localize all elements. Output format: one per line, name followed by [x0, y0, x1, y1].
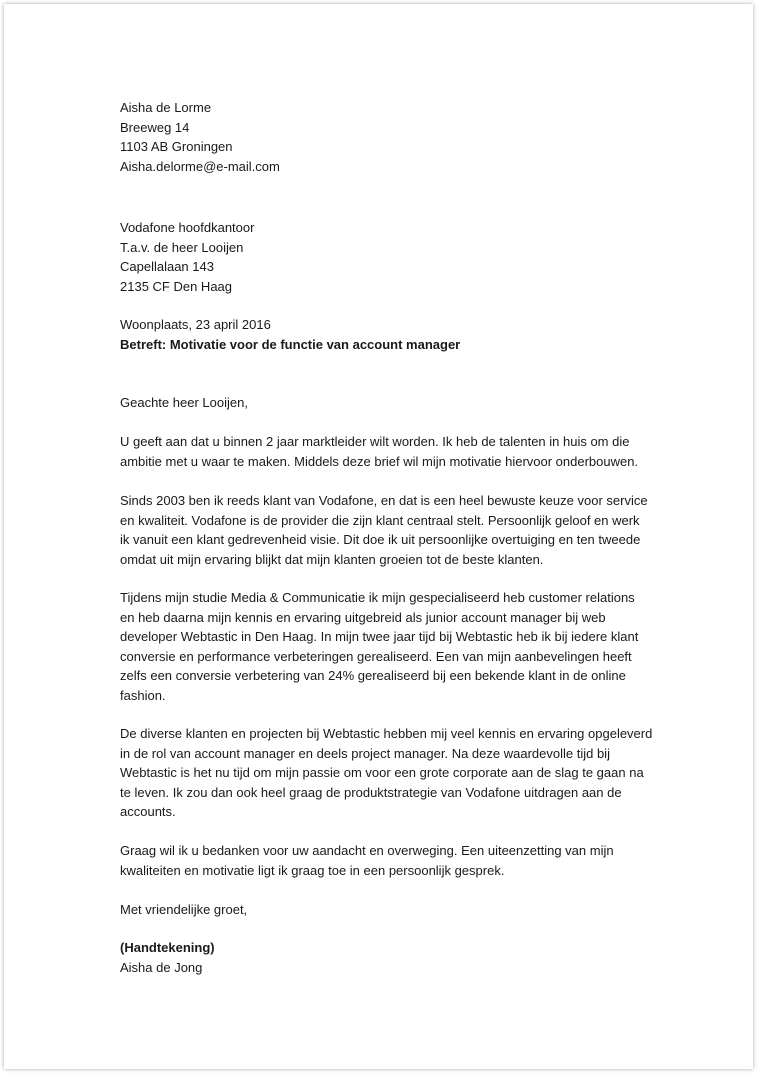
paragraph-line: U geeft aan dat u binnen 2 jaar marktleider wilt worden. Ik heb de talenten in huis om die [120, 434, 630, 449]
paragraph-line: omdat uit mijn ervaring blijkt dat mijn klanten groeien tot de beste klanten. [120, 551, 544, 567]
paragraph-line: fashion. [120, 687, 166, 703]
paragraph-3 [120, 588, 638, 705]
sender-name: Aisha de Lorme [120, 100, 212, 115]
paragraph-line: accounts. [120, 804, 176, 819]
recipient-company: Vodafone hoofdkantoor [120, 220, 255, 235]
document-page [4, 4, 753, 1069]
subject-line: Betreft: Motivatie voor de functie van account manager [120, 336, 461, 352]
date-subject-block [120, 315, 460, 354]
salutation-block [120, 393, 248, 413]
sender-street: Breeweg 14 [120, 119, 190, 135]
paragraph-1 [120, 432, 638, 471]
paragraph-line: en kwaliteit. Vodafone is de provider die zijn klant centraal stelt. Persoonlijk geloof en werk [120, 512, 640, 528]
paragraph-line: Tijdens mijn studie Media & Communicatie ik mijn gespecialiseerd heb customer relations [120, 590, 635, 605]
sender-email: Aisha.delorme@e-mail.com [120, 158, 280, 174]
recipient-postal-city: 2135 CF Den Haag [120, 278, 233, 294]
paragraph-line: De diverse klanten en projecten bij Webtastic hebben mij veel kennis en ervaring opgeleverd [120, 726, 653, 741]
closing-block [120, 900, 247, 920]
paragraph-line: in de rol van account manager en deels project manager. Na deze waardevolle tijd bij [120, 745, 610, 761]
paragraph-2 [120, 491, 648, 569]
recipient-attention: T.a.v. de heer Looijen [120, 239, 244, 255]
paragraph-line: ik vanuit een klant gedrevenheid visie. Dit doe ik uit persoonlijke overtuiging en ten tweede [120, 532, 641, 547]
paragraph-line: Sinds 2003 ben ik reeds klant van Vodafone, en dat is een heel bewuste keuze voor service [120, 493, 648, 508]
closing: Met vriendelijke groet, [120, 902, 248, 917]
paragraph-5 [120, 841, 614, 880]
paragraph-4 [120, 724, 652, 822]
paragraph-line: conversie en performance verbeteringen gerealiseerd. Een van mijn aanbevelingen heeft [120, 648, 632, 664]
sender-postal-city: 1103 AB Groningen [120, 139, 233, 154]
paragraph-line: kwaliteiten en motivatie ligt ik graag toe in een persoonlijk gesprek. [120, 862, 505, 878]
signer-name: Aisha de Jong [120, 959, 203, 975]
paragraph-line: developer Webtastic in Den Haag. In mijn twee jaar tijd bij Webtastic heb ik bij iedere klant [120, 629, 639, 644]
paragraph-line: ambitie met u waar te maken. Middels deze brief wil mijn motivatie hiervoor onderbouwen. [120, 453, 639, 469]
paragraph-line: en heb daarna mijn kennis en ervaring uitgebreid als junior account manager bij web [120, 609, 606, 625]
recipient-address [120, 218, 254, 296]
paragraph-line: zelfs een conversie verbetering van 24% gerealiseerd bij een bekende klant in de online [120, 668, 626, 683]
signature-block [120, 938, 215, 977]
paragraph-line: Graag wil ik u bedanken voor uw aandacht en overweging. Een uiteenzetting van mijn [120, 843, 614, 858]
salutation: Geachte heer Looijen, [120, 395, 248, 410]
place-date: Woonplaats, 23 april 2016 [120, 317, 271, 332]
recipient-street: Capellalaan 143 [120, 259, 214, 274]
paragraph-line: te leven. Ik zou dan ook heel graag de produktstrategie van Vodafone uitdragen aan de [120, 784, 622, 800]
sender-address [120, 98, 280, 176]
paragraph-line: Webtastic is het nu tijd om mijn passie om voor een grote corporate aan de slag te gaan na [120, 765, 644, 780]
signature-placeholder: (Handtekening) [120, 940, 215, 955]
